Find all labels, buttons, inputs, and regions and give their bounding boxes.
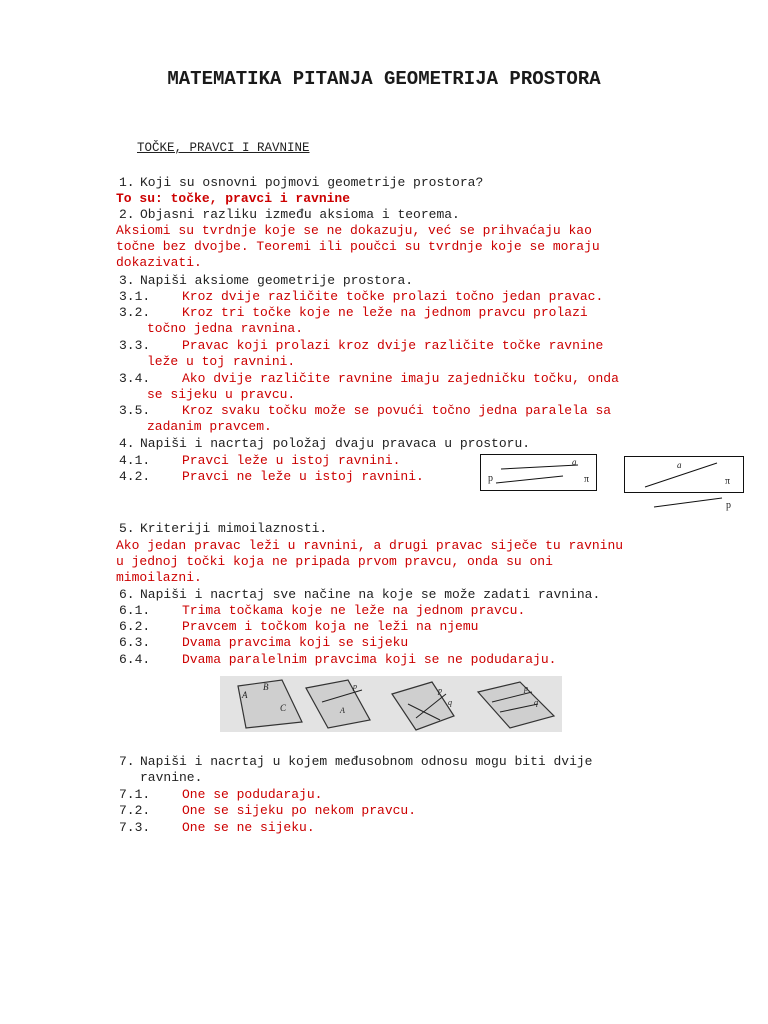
plane-pi-label: π	[584, 474, 590, 485]
plane-figures-strip	[220, 676, 562, 732]
line-q-label: q	[534, 698, 538, 707]
plane-relation-number: 7.3.	[119, 820, 151, 835]
question-1-text: Koji su osnovni pojmovi geometrije prostora?	[140, 175, 484, 190]
skew-line-p	[652, 494, 732, 514]
skew-lines-figure	[624, 456, 744, 493]
plane-method-text: Trima točkama koje ne leže na jednom pravcu.	[182, 603, 526, 618]
line-p-label: p	[488, 473, 493, 484]
answer-2-line: dokazivati.	[116, 255, 202, 270]
axiom-text: leže u toj ravnini.	[147, 354, 296, 369]
plane-method-number: 6.2.	[119, 619, 151, 634]
axiom-number: 3.2.	[119, 305, 151, 320]
line-p-label: p	[524, 684, 528, 693]
axiom-text: Kroz dvije različite točke prolazi točno jedan pravac.	[182, 289, 604, 304]
plane-relation-number: 7.2.	[119, 803, 151, 818]
line-a-label: a	[572, 457, 577, 467]
axiom-number: 3.3.	[119, 338, 151, 353]
point-a-label: A	[340, 706, 345, 715]
position-number: 4.1.	[119, 453, 151, 468]
plane-relation-text: One se podudaraju.	[182, 787, 323, 802]
coplanar-lines-figure	[480, 454, 597, 491]
plane-relation-text: One se ne sijeku.	[182, 820, 315, 835]
question-4-number: 4.	[119, 436, 135, 451]
position-number: 4.2.	[119, 469, 151, 484]
answer-5-line: u jednoj točki koja ne pripada prvom pravcu, onda su oni	[116, 554, 553, 569]
point-c-label: C	[280, 703, 287, 713]
question-6-number: 6.	[119, 587, 135, 602]
position-text: Pravci leže u istoj ravnini.	[182, 453, 401, 468]
question-7-text: Napiši i nacrtaj u kojem međusobnom odnosu mogu biti dvije	[140, 754, 593, 769]
question-3-text: Napiši aksiome geometrije prostora.	[140, 273, 414, 288]
axiom-number: 3.5.	[119, 403, 151, 418]
axiom-text: Pravac koji prolazi kroz dvije različite točke ravnine	[182, 338, 604, 353]
plane-method-number: 6.1.	[119, 603, 151, 618]
plane-pi-label: π	[725, 476, 731, 487]
line-p-label: p	[353, 682, 357, 691]
answer-5-line: Ako jedan pravac leži u ravnini, a drugi pravac siječe tu ravninu	[116, 538, 624, 553]
line-a-label: a	[677, 460, 682, 470]
question-2-text: Objasni razliku između aksioma i teorema.	[140, 207, 460, 222]
question-7-text: ravnine.	[140, 770, 203, 785]
plane-method-number: 6.3.	[119, 635, 151, 650]
question-3-number: 3.	[119, 273, 135, 288]
axiom-text: Kroz tri točke koje ne leže na jednom pravcu prolazi	[182, 305, 588, 320]
axiom-text: točno jedna ravnina.	[147, 321, 304, 336]
plane-method-text: Dvama pravcima koji se sijeku	[182, 635, 409, 650]
page-title: MATEMATIKA PITANJA GEOMETRIJA PROSTORA	[167, 68, 601, 90]
line-q-label: q	[448, 698, 452, 707]
point-a-label: A	[242, 690, 248, 700]
question-2-number: 2.	[119, 207, 135, 222]
point-b-label: B	[263, 682, 269, 692]
question-6-text: Napiši i nacrtaj sve načine na koje se može zadati ravnina.	[140, 587, 601, 602]
axiom-text: Ako dvije različite ravnine imaju zajedničku točku, onda	[182, 371, 619, 386]
plane-method-text: Pravcem i točkom koja ne leži na njemu	[182, 619, 479, 634]
axiom-text: zadanim pravcem.	[147, 419, 272, 434]
plane-relation-number: 7.1.	[119, 787, 151, 802]
answer-5-line: mimoilazni.	[116, 570, 202, 585]
position-text: Pravci ne leže u istoj ravnini.	[182, 469, 424, 484]
axiom-number: 3.1.	[119, 289, 151, 304]
answer-2-line: Aksiomi su tvrdnje koje se ne dokazuju, već se prihvaćaju kao	[116, 223, 592, 238]
coplanar-lines-drawing	[481, 455, 596, 490]
plane-method-text: Dvama paralelnim pravcima koji se ne podudaraju.	[182, 652, 557, 667]
question-7-number: 7.	[119, 754, 135, 769]
line-p-label: p	[438, 686, 442, 695]
section-heading: TOČKE, PRAVCI I RAVNINE	[137, 141, 310, 155]
line-p-label: p	[726, 500, 731, 511]
axiom-number: 3.4.	[119, 371, 151, 386]
question-1-number: 1.	[119, 175, 135, 190]
plane-relation-text: One se sijeku po nekom pravcu.	[182, 803, 417, 818]
axiom-text: se sijeku u pravcu.	[147, 387, 296, 402]
plane-figures-drawing	[220, 676, 562, 732]
answer-2-line: točne bez dvojbe. Teoremi ili poučci su tvrdnje koje se moraju	[116, 239, 600, 254]
question-5-text: Kriteriji mimoilaznosti.	[140, 521, 328, 536]
question-5-number: 5.	[119, 521, 135, 536]
question-4-text: Napiši i nacrtaj položaj dvaju pravaca u prostoru.	[140, 436, 531, 451]
plane-method-number: 6.4.	[119, 652, 151, 667]
axiom-text: Kroz svaku točku može se povući točno jedna paralela sa	[182, 403, 612, 418]
answer-1: To su: točke, pravci i ravnine	[116, 191, 351, 206]
